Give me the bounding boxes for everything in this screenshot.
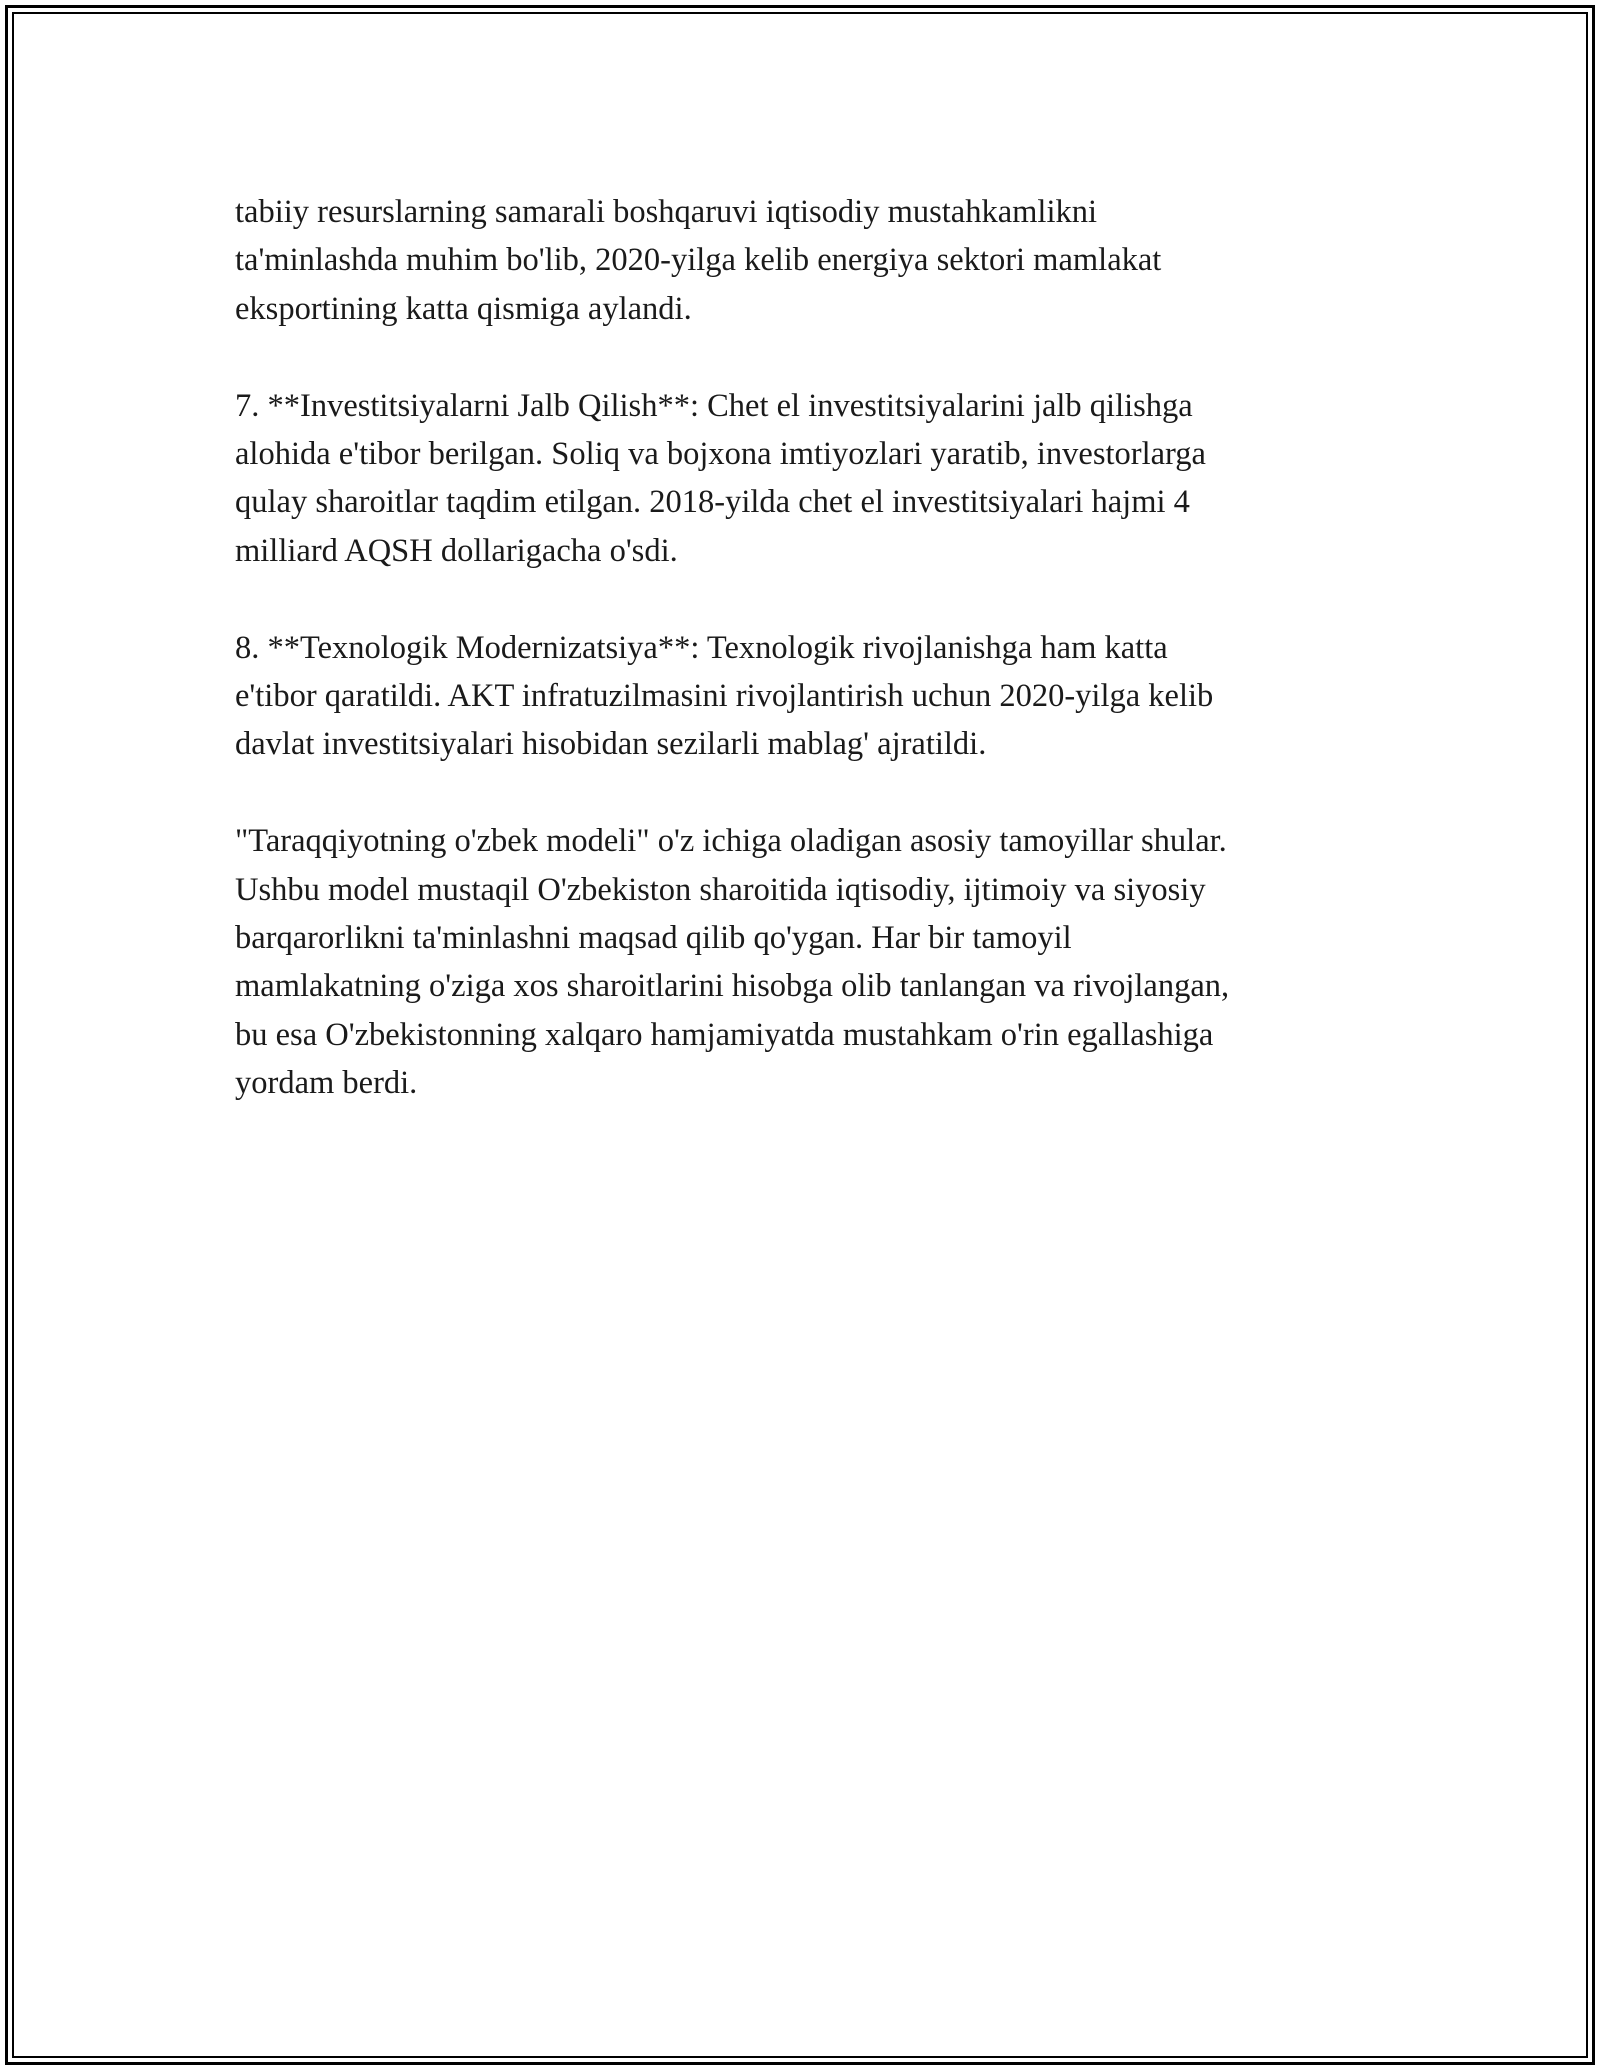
text-line: e'tibor qaratildi. AKT infratuzilmasini rivojlantirish uchun 2020-yilga kelib bbox=[235, 678, 1214, 715]
text-line: Ushbu model mustaqil O'zbekiston sharoitida iqtisodiy, ijtimoiy va siyosiy bbox=[235, 871, 1206, 908]
text-line: mamlakatning o'ziga xos sharoitlarini hisobga olib tanlangan va rivojlangan, bbox=[235, 968, 1230, 1005]
text-line: 7. **Investitsiyalarni Jalb Qilish**: Chet el investitsiyalarini jalb qilishga bbox=[235, 387, 1193, 424]
text-line: bu esa O'zbekistonning xalqaro hamjamiyatda mustahkam o'rin egallashiga bbox=[235, 1016, 1214, 1053]
text-line: yordam berdi. bbox=[235, 1065, 418, 1102]
text-line: "Taraqqiyotning o'zbek modeli" o'z ichiga oladigan asosiy tamoyillar shular. bbox=[235, 823, 1227, 860]
text-line: ta'minlashda muhim bo'lib, 2020-yilga kelib energiya sektori mamlakat bbox=[235, 242, 1162, 279]
text-line: milliard AQSH dollarigacha o'sdi. bbox=[235, 532, 678, 569]
text-line: barqarorlikni ta'minlashni maqsad qilib qo'ygan. Har bir tamoyil bbox=[235, 920, 1072, 957]
paragraph-item-8-technology bbox=[235, 624, 1385, 769]
paragraph-item-7-investments bbox=[235, 382, 1385, 576]
document-body bbox=[235, 188, 1385, 1108]
paragraph-energy-continuation bbox=[235, 188, 1385, 333]
text-line: tabiiy resurslarning samarali boshqaruvi iqtisodiy mustahkamlikni bbox=[235, 194, 1098, 230]
text-line: davlat investitsiyalari hisobidan sezilarli mablag' ajratildi. bbox=[235, 726, 987, 763]
text-line: eksportining katta qismiga aylandi. bbox=[235, 290, 692, 327]
text-line: 8. **Texnologik Modernizatsiya**: Texnologik rivojlanishga ham katta bbox=[235, 629, 1168, 666]
text-line: alohida e'tibor berilgan. Soliq va bojxona imtiyozlari yaratib, investorlarga bbox=[235, 436, 1206, 473]
text-line: qulay sharoitlar taqdim etilgan. 2018-yilda chet el investitsiyalari hajmi 4 bbox=[235, 484, 1190, 521]
paragraph-conclusion bbox=[235, 817, 1385, 1107]
